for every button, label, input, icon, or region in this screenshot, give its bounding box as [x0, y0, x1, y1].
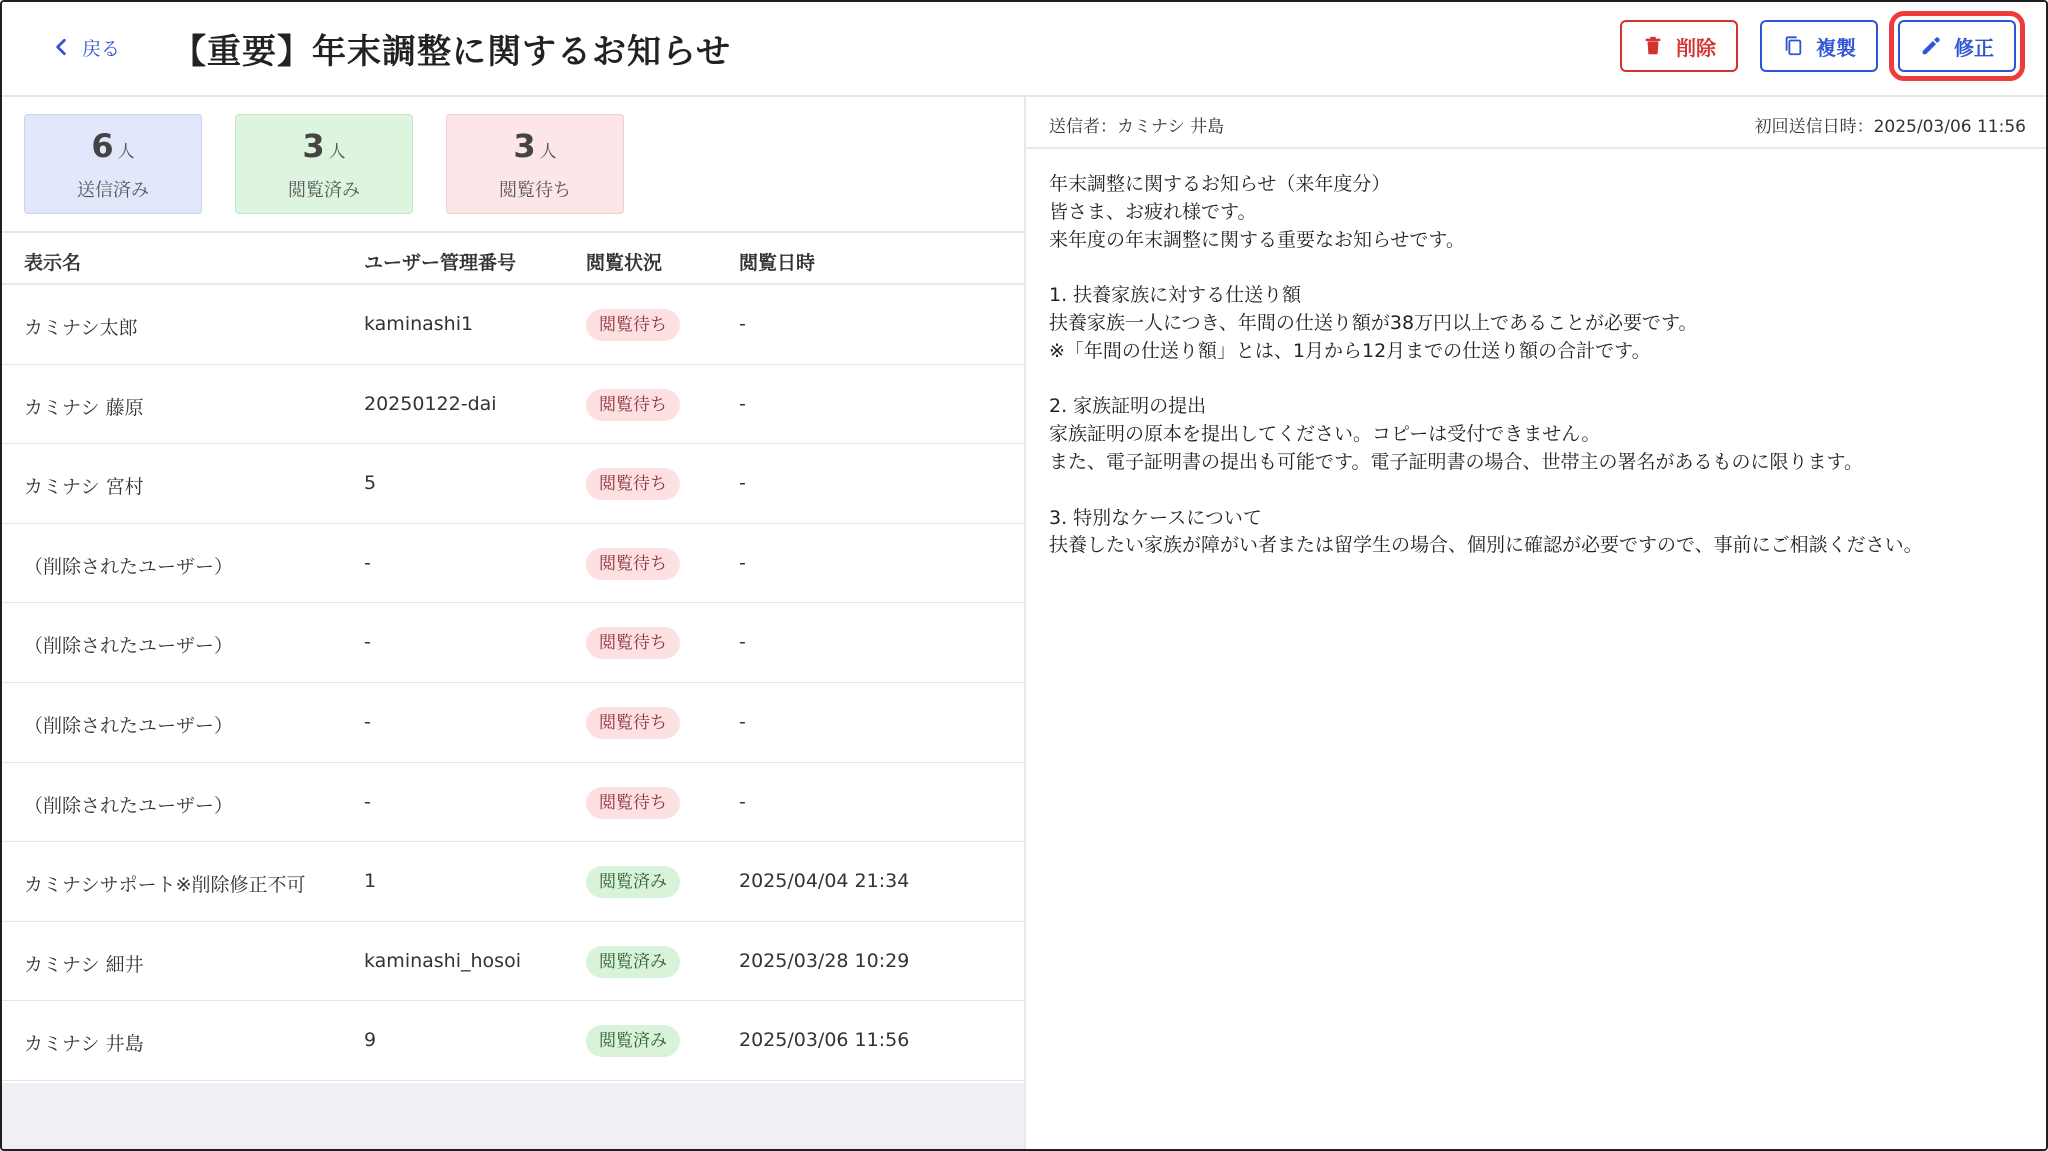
recipients-table — [2, 231, 1024, 1081]
status-badge: 閲覧待ち — [586, 627, 680, 659]
message-line: 皆さま、お疲れ様です。 — [1049, 200, 1257, 223]
row-user-id: 5 — [364, 472, 377, 495]
back-link[interactable] — [52, 30, 120, 64]
stat-waiting[interactable] — [446, 114, 624, 214]
status-badge: 閲覧待ち — [586, 707, 680, 739]
message-line: 家族証明の原本を提出してください。コピーは受付できません。 — [1049, 423, 1601, 446]
row-user-id: 1 — [364, 870, 377, 893]
stat-waiting-count: 3 — [513, 127, 536, 165]
stat-read[interactable] — [235, 114, 413, 214]
message-line: 年末調整に関するお知らせ（来年度分） — [1049, 173, 1391, 195]
edit-button[interactable] — [1898, 20, 2016, 72]
row-display-name: カミナシ太郎 — [24, 317, 138, 339]
row-read-date: - — [739, 472, 746, 495]
table-row[interactable] — [2, 1001, 1024, 1081]
row-user-id: kaminashi1 — [364, 313, 474, 335]
status-badge: 閲覧済み — [586, 1025, 680, 1057]
stat-read-count: 3 — [302, 127, 325, 165]
table-row[interactable] — [2, 285, 1024, 365]
pencil-icon — [1920, 35, 1942, 57]
table-row[interactable] — [2, 524, 1024, 604]
status-badge: 閲覧待ち — [586, 468, 680, 500]
column-header-status: 閲覧状況 — [586, 252, 663, 274]
copy-button[interactable] — [1760, 20, 1878, 72]
table-row[interactable] — [2, 444, 1024, 524]
message-body — [1049, 171, 2019, 560]
row-display-name: カミナシサポート※削除修正不可 — [24, 874, 306, 897]
stat-sent-count: 6 — [91, 127, 114, 165]
message-panel — [1027, 97, 2048, 1151]
column-header-read-date: 閲覧日時 — [739, 252, 816, 274]
stat-read-label: 閲覧済み — [288, 180, 360, 201]
copy-icon — [1782, 35, 1804, 57]
recipients-content — [2, 97, 1024, 1083]
row-user-id: kaminashi_hosoi — [364, 949, 521, 972]
stat-waiting-unit: 人 — [539, 142, 557, 162]
first-sent-date: 初回送信日時：2025/03/06 11:56 — [1754, 117, 2026, 137]
row-read-date: - — [739, 790, 746, 813]
message-meta — [1027, 97, 2048, 149]
row-read-date: - — [739, 313, 746, 335]
message-line: 1. 扶養家族に対する仕送り額 — [1049, 284, 1302, 307]
stat-sent-unit: 人 — [117, 142, 135, 162]
page-title: 【重要】年末調整に関するお知らせ — [172, 32, 731, 72]
back-label: 戻る — [82, 37, 121, 60]
status-badge: 閲覧待ち — [586, 389, 680, 421]
row-display-name: （削除されたユーザー） — [24, 794, 234, 817]
table-row[interactable] — [2, 922, 1024, 1002]
recipients-panel — [2, 97, 1026, 1151]
row-user-id: 9 — [364, 1029, 377, 1052]
trash-icon — [1642, 35, 1664, 57]
table-row[interactable] — [2, 365, 1024, 445]
delete-label: 削除 — [1676, 35, 1716, 60]
page-header — [2, 2, 2048, 97]
row-read-date: 2025/03/06 11:56 — [739, 1029, 910, 1052]
table-row[interactable] — [2, 683, 1024, 763]
row-display-name: （削除されたユーザー） — [24, 635, 234, 658]
message-line: 扶養したい家族が障がい者または留学生の場合、個別に確認が必要ですので、事前にご相談ください。 — [1049, 534, 1923, 557]
table-header — [2, 231, 1024, 285]
delete-button[interactable] — [1620, 20, 1738, 72]
row-display-name: カミナシ 藤原 — [24, 396, 144, 419]
edit-label: 修正 — [1954, 35, 1994, 60]
stat-sent-label: 送信済み — [77, 180, 149, 201]
table-row[interactable] — [2, 603, 1024, 683]
status-badge: 閲覧済み — [586, 946, 680, 978]
message-line: ※「年間の仕送り額」とは、1月から12月までの仕送り額の合計です。 — [1049, 339, 1651, 362]
row-display-name: カミナシ 宮村 — [24, 476, 144, 499]
row-display-name: （削除されたユーザー） — [24, 714, 234, 737]
row-display-name: カミナシ 井島 — [24, 1033, 144, 1056]
message-line: また、電子証明書の提出も可能です。電子証明書の場合、世帯主の署名があるものに限ります。 — [1049, 450, 1863, 473]
message-line: 扶養家族一人につき、年間の仕送り額が38万円以上であることが必要です。 — [1049, 311, 1698, 334]
stat-waiting-label: 閲覧待ち — [499, 180, 571, 201]
message-line: 2. 家族証明の提出 — [1049, 395, 1207, 418]
row-user-id: - — [364, 710, 371, 733]
chevron-left-icon — [52, 38, 70, 56]
table-row[interactable] — [2, 763, 1024, 843]
message-line — [1049, 366, 2019, 394]
copy-label: 複製 — [1816, 35, 1856, 60]
status-badge: 閲覧済み — [586, 866, 680, 898]
row-read-date: 2025/03/28 10:29 — [739, 949, 910, 972]
row-user-id: - — [364, 551, 371, 574]
status-badge: 閲覧待ち — [586, 309, 680, 341]
message-line — [1049, 477, 2019, 505]
row-read-date: - — [739, 631, 746, 654]
row-user-id: - — [364, 790, 371, 813]
table-body — [2, 285, 1024, 1081]
sender-label: 送信者：カミナシ 井島 — [1049, 117, 1225, 137]
row-read-date: - — [739, 392, 746, 415]
stat-sent[interactable] — [24, 114, 202, 214]
table-row[interactable] — [2, 842, 1024, 922]
row-user-id: 20250122-dai — [364, 392, 497, 415]
message-line: 3. 特別なケースについて — [1049, 506, 1262, 529]
row-display-name: （削除されたユーザー） — [24, 555, 234, 578]
message-line — [1049, 254, 2019, 282]
row-read-date: 2025/04/04 21:34 — [739, 870, 910, 893]
row-display-name: カミナシ 細井 — [24, 953, 144, 976]
stats-summary — [24, 114, 624, 214]
row-read-date: - — [739, 710, 746, 733]
stat-read-unit: 人 — [328, 142, 346, 162]
row-read-date: - — [739, 551, 746, 574]
row-user-id: - — [364, 631, 371, 654]
column-header-user-id: ユーザー管理番号 — [364, 252, 517, 274]
status-badge: 閲覧待ち — [586, 548, 680, 580]
column-header-name: 表示名 — [24, 252, 82, 274]
status-badge: 閲覧待ち — [586, 787, 680, 819]
message-line: 来年度の年末調整に関する重要なお知らせです。 — [1049, 228, 1465, 251]
